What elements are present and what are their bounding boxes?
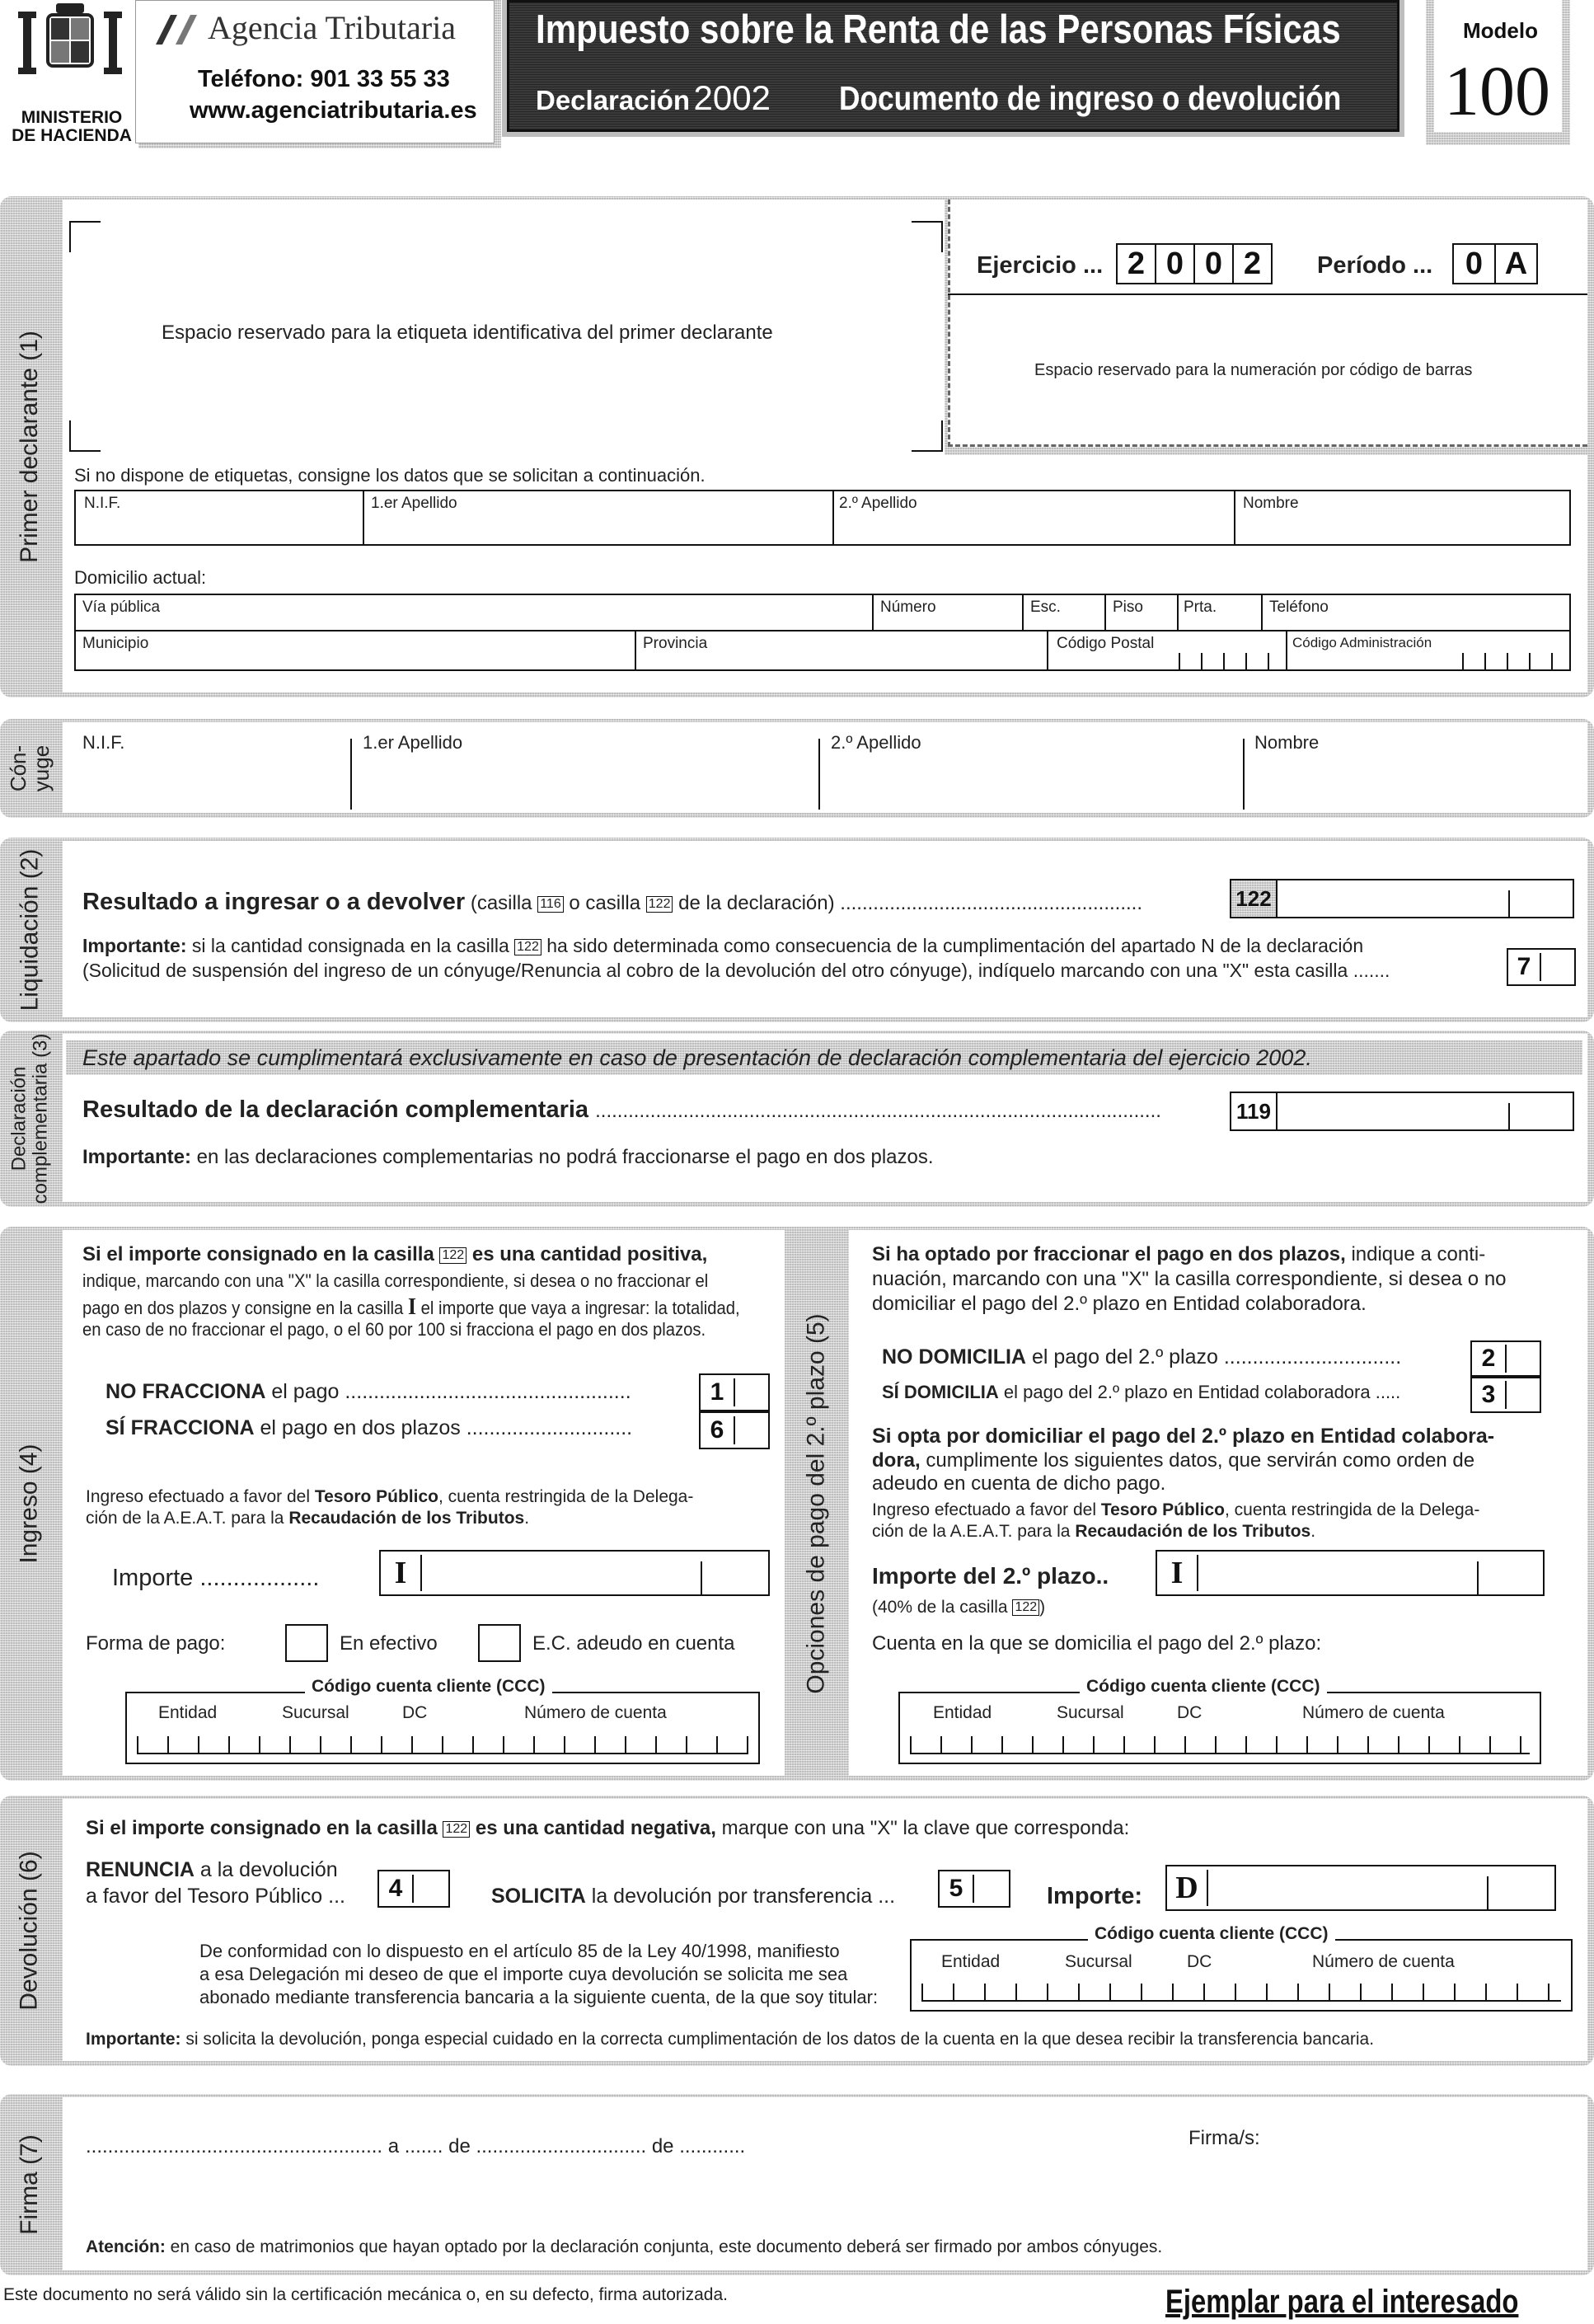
firma-label: Firma/s: [1188,2127,1260,2149]
importe-2-input[interactable]: I [1156,1550,1545,1596]
checkbox-2[interactable]: 2 [1470,1340,1541,1377]
ingreso-treasury-2: ción de la A.E.A.T. para la Recaudación de los Tributos. [86,1509,530,1528]
ministry-name: MINISTERIO DE HACIENDA [12,108,132,145]
field-122-number: 122 [1230,879,1278,918]
spouse-apellido1-field[interactable]: 1.er Apellido [363,732,463,753]
si-domicilia-label: SÍ DOMICILIA el pago del 2.º plazo en Entidad colaboradora ..... [882,1382,1401,1402]
devolucion-importe-label: Importe: [1047,1883,1142,1909]
adeudo-label: E.C. adeudo en cuenta [532,1632,735,1655]
opciones-intro-3: domiciliar el pago del 2.º plazo en Entidad colaboradora. [872,1293,1367,1315]
renuncia-label-2: a favor del Tesoro Público ... [86,1885,345,1908]
ingreso-sucursal: Sucursal [282,1703,349,1722]
via-publica-field[interactable]: Vía pública [82,599,161,616]
field-119-input[interactable] [1276,1092,1574,1131]
place-date-line[interactable]: ...................................................... a ....... de ............................... de ............ [86,2135,746,2157]
checkbox-5[interactable]: 5 [938,1870,1010,1908]
ejercicio-digit: 0 [1156,245,1195,283]
model-number: 100 [1444,51,1550,130]
agency-name: Agencia Tributaria [208,9,457,46]
opciones-ccc-title: Código cuenta cliente (CCC) [1080,1677,1327,1697]
ejercicio-digit: 2 [1118,245,1156,283]
no-labels-text: Si no dispone de etiquetas, consigne los datos que se solicitan a continuación. [74,465,706,486]
periodo-digit: A [1504,246,1528,281]
domiciliar-text: Si opta por domiciliar el pago del 2.º plazo en Entidad colabora- [872,1425,1495,1448]
ingreso-intro-2: indique, marcando con una "X" la casilla correspondiente, si desea o no fraccionar el [82,1270,709,1291]
domiciliar-text-3: adeudo en cuenta de dicho pago. [872,1472,1166,1495]
devolucion-ccc-title: Código cuenta cliente (CCC) [1088,1924,1335,1944]
checkbox-4[interactable]: 4 [377,1870,450,1908]
label-space-text: Espacio reservado para la etiqueta identificativa del primer declarante [162,322,773,344]
opciones-sucursal: Sucursal [1057,1703,1124,1722]
agency-logo-icon [152,12,202,48]
checkbox-1[interactable]: 1 [699,1373,770,1411]
barcode-panel [948,200,1587,447]
codigo-postal-digits [1179,653,1269,671]
section-label-opciones: Opciones de pago del 2.º plazo (5) [803,1313,830,1694]
liquidacion-body [63,841,1587,1017]
agency-website: www.agenciatributaria.es [190,97,477,124]
cuenta-label: Cuenta en la que se domicilia el pago del 2.º plazo: [872,1632,1322,1655]
apellido1-field[interactable]: 1.er Apellido [371,495,457,512]
barcode-text: Espacio reservado para la numeración por código de barras [1034,361,1473,379]
ejercicio-digit: 0 [1195,245,1234,283]
id-row [74,490,1571,546]
signature-area[interactable] [1187,2155,1566,2229]
renuncia-label: RENUNCIA a la devolución [86,1858,338,1881]
esc-field[interactable]: Esc. [1030,599,1061,616]
ingreso-intro-4: en caso de no fraccionar el pago, o el 60 por 100 si fracciona el pago en dos plazos. [82,1319,706,1340]
section-label-ingreso: Ingreso (4) [16,1444,44,1564]
section-label-firma: Firma (7) [16,2134,43,2235]
devolucion-legal-3: abonado mediante transferencia bancaria a la siguiente cuenta, de la que soy titular: [199,1987,879,2007]
si-fracciona-label: SÍ FRACCIONA el pago en dos plazos ............................. [105,1416,633,1439]
provincia-field[interactable]: Provincia [643,635,708,652]
conyuge-body [63,722,1587,813]
efectivo-checkbox[interactable] [285,1624,328,1662]
prta-field[interactable]: Prta. [1184,599,1217,616]
importe-2-label: Importe del 2.º plazo.. [872,1563,1109,1589]
ejercicio-digit: 2 [1243,246,1262,281]
opciones-dc: DC [1177,1703,1203,1722]
nif-field[interactable]: N.I.F. [84,495,121,512]
devolucion-importe-input[interactable]: D [1165,1865,1556,1911]
opciones-numero-cuenta: Número de cuenta [1302,1703,1445,1722]
domiciliar-text-2: dora, cumplimente los siguientes datos, que servirán como orden de [872,1449,1475,1472]
liquidacion-importante-2: (Solicitud de suspensión del ingreso de un cónyuge/Renuncia al cobro de la devolución del otro cónyuge), indíquelo marcando con una "X" esta casilla ....... [82,960,1390,981]
barcode-divider [948,293,1587,295]
field-119-number: 119 [1230,1092,1278,1131]
opciones-ccc-digits[interactable] [910,1736,1530,1754]
periodo-label: Período ... [1317,252,1433,279]
devolucion-importante: Importante: si solicita la devolución, ponga especial cuidado en la correcta cumplimentación de los datos de la cuenta en la que desea recibir la transferencia bancaria. [86,2030,1375,2049]
importe-label: Importe .................. [112,1565,320,1591]
spouse-nombre-field[interactable]: Nombre [1254,732,1320,753]
codigo-administracion-field[interactable]: Código Administración [1292,635,1432,650]
apellido2-field[interactable]: 2.º Apellido [839,495,917,512]
opciones-treasury: Ingreso efectuado a favor del Tesoro Público, cuenta restringida de la Delega- [872,1500,1480,1519]
agency-phone: Teléfono: 901 33 55 33 [198,66,450,92]
ingreso-numero-cuenta: Número de cuenta [524,1703,667,1722]
ingreso-dc: DC [402,1703,428,1722]
liquidacion-importante: Importante: si la cantidad consignada en la casilla 122 ha sido determinada como consecuencia de la cumplimentación del apartado N de la declaración [82,935,1364,956]
ingreso-intro: Si el importe consignado en la casilla 122 es una cantidad positiva, [82,1243,708,1265]
field-122-input[interactable] [1276,879,1574,918]
devolucion-numero-cuenta: Número de cuenta [1312,1952,1455,1971]
opciones-treasury-2: ción de la A.E.A.T. para la Recaudación de los Tributos. [872,1522,1316,1541]
liquidacion-result: Resultado a ingresar o a devolver (casilla 116 o casilla 122 de la declaración) ....................................................... [82,889,1143,915]
opciones-entidad: Entidad [933,1703,992,1722]
codigo-postal-field[interactable]: Código Postal [1057,635,1155,652]
document-type: Documento de ingreso o devolución [839,79,1342,117]
efectivo-label: En efectivo [340,1632,438,1655]
firma-atencion: Atención: en caso de matrimonios que hayan optado por la declaración conjunta, este documento deberá ser firmado por ambos cónyuges. [86,2237,1163,2256]
devolucion-intro: Si el importe consignado en la casilla 122 es una cantidad negativa, marque con una "X" la clave que corresponda: [86,1817,1130,1839]
section-label-conyuge: Cón- yuge [5,744,54,792]
devolucion-ccc-digits[interactable] [921,1984,1561,2002]
ingreso-entidad: Entidad [158,1703,218,1722]
solicita-label: SOLICITA la devolución por transferencia ... [491,1885,896,1908]
copy-label: Ejemplar para el interesado [1165,2284,1519,2320]
validity-notice: Este documento no será válido sin la certificación mecánica o, en su defecto, firma autorizada. [3,2285,728,2304]
no-domicilia-label: NO DOMICILIA el pago del 2.º plazo ............................... [882,1345,1402,1369]
coat-of-arms-icon [8,0,132,82]
forma-pago-label: Forma de pago: [86,1632,226,1655]
ingreso-intro-3: pago en dos plazos y consigne en la casilla I el importe que vaya a ingresar: la totalidad, [82,1294,740,1320]
section-label-devolucion: Devolución (6) [16,1851,44,2011]
devolucion-legal-2: a esa Delegación mi deseo de que el importe cuya devolución se solicita me sea [199,1964,848,1984]
piso-field[interactable]: Piso [1113,599,1143,616]
municipio-field[interactable]: Municipio [82,635,149,652]
codigo-administracion-digits [1462,653,1553,671]
opciones-intro: Si ha optado por fraccionar el pago en dos plazos, indique a conti- [872,1243,1486,1265]
complementaria-intro: Este apartado se cumplimentará exclusivamente en caso de presentación de declaración complementaria del ejercicio 2002. [82,1045,1312,1070]
checkbox-7[interactable]: 7 [1507,948,1576,986]
declaration-label: Declaración 2002 [536,78,771,117]
importe-2-pct: (40% de la casilla 122 ) [872,1598,1046,1617]
section-label-complementaria: Declaración complementaria (3) [7,1033,51,1204]
devolucion-dc: DC [1187,1952,1212,1971]
opciones-intro-2: nuación, marcando con una "X" la casilla correspondiente, si desea o no [872,1268,1507,1290]
devolucion-sucursal: Sucursal [1065,1952,1132,1971]
section-label-liquidacion: Liquidación (2) [16,848,44,1012]
model-label: Modelo [1463,18,1538,43]
complementaria-importante: Importante: en las declaraciones complementarias no podrá fraccionarse el pago en dos plazos. [82,1146,934,1168]
periodo-field [1452,243,1538,284]
form-title: Impuesto sobre la Renta de las Personas Físicas [536,7,1341,52]
spouse-nif-field[interactable]: N.I.F. [82,732,125,753]
checkbox-3[interactable]: 3 [1470,1377,1541,1413]
section-label-primer-declarante: Primer declarante (1) [16,331,44,563]
ingreso-ccc-title: Código cuenta cliente (CCC) [305,1677,552,1697]
checkbox-6[interactable]: 6 [699,1411,770,1449]
numero-field[interactable]: Número [880,599,936,616]
no-fracciona-label: NO FRACCIONA el pago .................................................. [105,1380,631,1403]
ingreso-ccc-digits[interactable] [137,1736,748,1754]
ministry-crest [8,0,132,82]
complementaria-result: Resultado de la declaración complementaria ....................................................................................................... [82,1096,1161,1123]
periodo-digit: 0 [1454,245,1496,283]
ejercicio-field [1116,243,1273,284]
telefono-field[interactable]: Teléfono [1269,599,1329,616]
devolucion-entidad: Entidad [941,1952,1001,1971]
ingreso-treasury: Ingreso efectuado a favor del Tesoro Público, cuenta restringida de la Delega- [86,1487,694,1506]
domicilio-label: Domicilio actual: [74,567,207,588]
address-grid [74,594,1571,671]
ejercicio-label: Ejercicio ... [977,252,1104,279]
devolucion-legal-1: De conformidad con lo dispuesto en el artículo 85 de la Ley 40/1998, manifiesto [199,1941,840,1961]
spouse-apellido2-field[interactable]: 2.º Apellido [831,732,921,753]
importe-input[interactable]: I [379,1550,770,1596]
nombre-field[interactable]: Nombre [1243,495,1299,512]
adeudo-checkbox[interactable] [478,1624,521,1662]
